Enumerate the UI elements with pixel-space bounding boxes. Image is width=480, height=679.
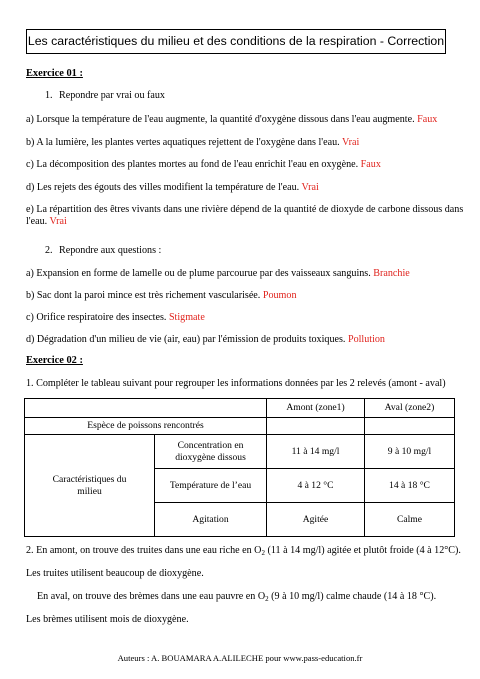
part-1-instruction: Repondre par vrai ou faux <box>59 90 165 101</box>
question-text: b) Sac dont la paroi mince est très richement vascularisée. <box>26 290 261 301</box>
cell-aval: 14 à 18 °C <box>365 469 455 503</box>
answer: Faux <box>360 159 381 170</box>
answer: Vrai <box>301 182 319 193</box>
answer-text: 2. En amont, on trouve des truites dans une eau riche en O <box>26 545 262 556</box>
list-item <box>26 290 297 302</box>
row-label: Agitation <box>155 503 267 537</box>
cell-amont: 11 à 14 mg/l <box>267 435 365 469</box>
cell-amont: 4 à 12 °C <box>267 469 365 503</box>
row-label <box>155 435 267 469</box>
answer: Vrai <box>49 216 67 227</box>
cell-amont: Agitée <box>267 503 365 537</box>
list-item <box>26 137 359 149</box>
question-text: d) Les rejets des égouts des villes modifient la température de l'eau. <box>26 182 300 193</box>
table-row <box>25 418 455 435</box>
group-label <box>25 435 155 537</box>
page-title: Les caractéristiques du milieu et des conditions de la respiration - Correction <box>26 29 446 54</box>
species-amont-cell <box>267 418 365 435</box>
answer-text: (11 à 14 mg/l) agitée et plutôt froide (4 à 12°C). <box>264 545 461 556</box>
question-text: a) Lorsque la température de l'eau augmente, la quantité d'oxygène dissous dans l'eau augmente. <box>26 114 415 125</box>
question-text-line2: l'eau. <box>26 216 48 227</box>
question-text: a) Expansion en forme de lamelle ou de plume parcourue par des vaisseaux sanguins. <box>26 268 371 279</box>
column-header-amont: Amont (zone1) <box>267 399 365 418</box>
list-item <box>26 204 463 228</box>
answer: Poumon <box>262 290 297 301</box>
group-label-line2: milieu <box>77 485 102 497</box>
part-2-number: 2. <box>45 245 53 256</box>
answer: Vrai <box>341 137 360 148</box>
question-text: c) La décomposition des plantes mortes au fond de l'eau enrichit l'eau en oxygène. <box>26 159 359 170</box>
answer-text: En aval, on trouve des brèmes dans une eau pauvre en O <box>37 591 266 602</box>
list-item <box>26 334 385 346</box>
species-aval-cell <box>365 418 455 435</box>
answer: Faux <box>417 114 438 125</box>
group-label-line1: Caractéristiques du <box>52 474 127 485</box>
answer-paragraph-3 <box>37 591 436 603</box>
answer-paragraph-2: Les truites utilisent beaucoup de dioxygène. <box>26 568 204 579</box>
question-text: b) A la lumière, les plantes vertes aquatiques rejettent de l'oxygène dans l'eau. <box>26 137 340 148</box>
answer: Pollution <box>347 334 385 345</box>
part-2-instruction: Repondre aux questions : <box>59 245 162 256</box>
exercise-2-heading: Exercice 02 : <box>26 355 83 366</box>
table-row <box>25 435 455 469</box>
part-1-number: 1. <box>45 90 53 101</box>
cell-aval: 9 à 10 mg/l <box>365 435 455 469</box>
column-header-aval: Aval (zone2) <box>365 399 455 418</box>
list-item <box>26 114 437 126</box>
answer: Branchie <box>373 268 410 279</box>
list-item <box>26 312 205 324</box>
question-text: d) Dégradation d'un milieu de vie (air, eau) par l'émission de produits toxiques. <box>26 334 346 345</box>
answer-text: (9 à 10 mg/l) calme chaude (14 à 18 °C). <box>268 591 437 602</box>
exercise-2-instruction: 1. Compléter le tableau suivant pour regrouper les informations données par les 2 relevés (amont - aval) <box>26 378 446 389</box>
empty-header-cell <box>25 399 267 418</box>
table-row <box>25 399 455 418</box>
cell-aval: Calme <box>365 503 455 537</box>
subscript: 2 <box>265 595 269 603</box>
subscript: 2 <box>261 549 265 557</box>
answer: Stigmate <box>168 312 205 323</box>
row-label: Température de l’eau <box>155 469 267 503</box>
species-label: Espèce de poissons rencontrés <box>25 418 267 435</box>
row-label-line1: Concentration en <box>177 440 244 451</box>
list-item <box>26 268 410 280</box>
data-table <box>24 398 455 537</box>
list-item <box>26 182 319 194</box>
question-text-line1: e) La répartition des êtres vivants dans une rivière dépend de la quantité de dioxyde de carbone dissous dans <box>26 204 464 215</box>
answer-paragraph-1 <box>26 545 461 557</box>
question-text: c) Orifice respiratoire des insectes. <box>26 312 167 323</box>
footer-credits: Auteurs : A. BOUAMARA A.ALILECHE pour www.pass-education.fr <box>117 653 363 663</box>
exercise-1-heading: Exercice 01 : <box>26 68 83 79</box>
list-item <box>26 159 381 171</box>
answer-paragraph-4: Les brèmes utilisent mois de dioxygène. <box>26 614 189 625</box>
row-label-line2: dioxygène dissous <box>175 451 246 463</box>
